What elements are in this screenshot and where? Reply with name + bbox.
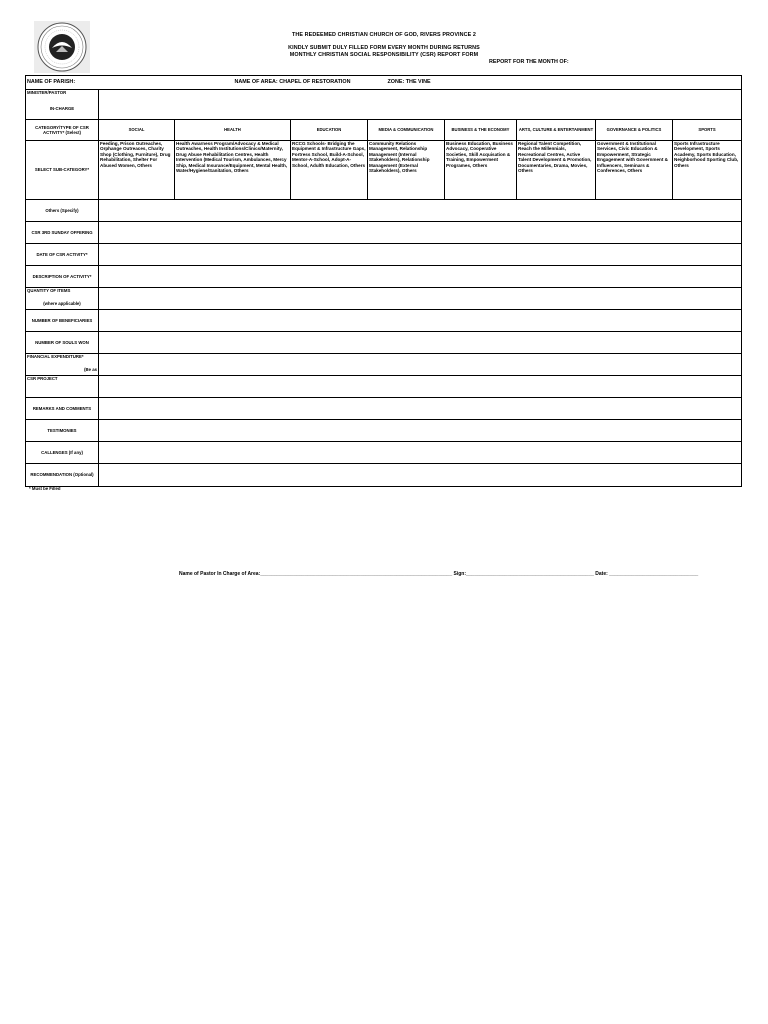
minister-row	[26, 90, 742, 120]
date-input[interactable]	[99, 244, 742, 266]
quantity-label: QUANTITY OF ITEMS (where applicable)	[26, 288, 99, 310]
subcategory-row	[26, 141, 742, 200]
required-footnote: * Must be Filled	[29, 486, 61, 491]
subcategory-social[interactable]: Feeding, Prison Outreaches, Orphange Outreaces, Charity Shop (Clothing, Furniture), Drug Rehabilitation, Shelter For Abused Women, Others	[99, 141, 175, 200]
top-info-row	[26, 76, 742, 90]
project-input[interactable]	[99, 376, 742, 398]
quantity-row	[26, 288, 742, 310]
beneficiaries-input[interactable]	[99, 310, 742, 332]
category-governance[interactable]: GOVERNANCE & POLITICS	[596, 120, 673, 141]
report-month-label: REPORT FOR THE MONTH OF:	[489, 59, 569, 65]
recommendation-input[interactable]	[99, 464, 742, 487]
date-row	[26, 244, 742, 266]
signature-line: Name of Pastor In Charge of Area:_____________________________________________________________________ Sign:______________________________________________ Date: ________________________________	[179, 571, 699, 577]
subcategory-education[interactable]: RCCG Schools- Bridging the Equipment & Infrastructure Gaps, Fortress School, Build-A-School, Mentor-A-School, Adopt-A-School, Adulth Education, Others	[291, 141, 368, 200]
others-input[interactable]	[99, 200, 742, 222]
offering-input[interactable]	[99, 222, 742, 244]
category-education[interactable]: EDUCATION	[291, 120, 368, 141]
offering-row	[26, 222, 742, 244]
subcategory-arts[interactable]: Regional Talent Competition, Reach the Millennials, Recreational Centres, Active Talent Development & Promotion, Documentaries, Drama, Movies, Others	[517, 141, 596, 200]
subcategory-health[interactable]: Health Awarness Program/Advocacy & Medical Outreaches, Health Institutions/Clinics/Maternity, Drug Abuse Rehabilitation Centres, Health Intervention (Medical Tourism, Ambulances, Mercy Ship, Medical Insurance/Equipment, Mental Health, Water/Hygiene/Sanitation, Others	[175, 141, 291, 200]
parish-label: NAME OF PARISH:	[27, 78, 76, 85]
subcategory-sports[interactable]: Sports Infrastructure Development, Sports Academy, Sports Education, Neighborhood Sporting Club, Others	[673, 141, 742, 200]
project-label: CSR PROJECT	[26, 376, 99, 398]
category-row	[26, 120, 742, 141]
subcategory-business[interactable]: Business Education, Business Advocacy, Cooperative Societies, Skill Acquisation & Training, Empowerment Programes, Others	[445, 141, 517, 200]
recommendation-row	[26, 464, 742, 487]
minister-label: MINISTER/PASTOR IN-CHARGE	[26, 90, 99, 120]
category-arts[interactable]: ARTS, CULTURE & ENTERTAINMENT	[517, 120, 596, 141]
form-title: MONTHLY CHRISTIAN SOCIAL RESPONSIBILITY (CSR) REPORT FORM	[289, 52, 479, 58]
description-input[interactable]	[99, 266, 742, 288]
subcategory-media[interactable]: Community Relations Management, Relationship Management (Internal Stakeholders), Relationship Management (External Stakeholders), Others	[368, 141, 445, 200]
remarks-label: REMARKS AND COMMENTS	[26, 398, 99, 420]
category-label: CATEGORY/TYPE OF CSR ACTIVITY* (Select)	[26, 120, 99, 141]
instruction-text: KINDLY SUBMIT DULY FILLED FORM EVERY MONTH DURING RETURNS	[288, 45, 480, 51]
testimonies-row	[26, 420, 742, 442]
description-row	[26, 266, 742, 288]
offering-label: CSR 3RD SUNDAY OFFERING	[26, 222, 99, 244]
souls-row	[26, 332, 742, 354]
testimonies-input[interactable]	[99, 420, 742, 442]
remarks-input[interactable]	[99, 398, 742, 420]
subcategory-label: SELECT SUB-CATEGORY*	[26, 141, 99, 200]
expenditure-label: FINANCIAL EXPENDITURE* (Be as	[26, 354, 99, 376]
souls-input[interactable]	[99, 332, 742, 354]
expenditure-row	[26, 354, 742, 376]
expenditure-input[interactable]	[99, 354, 742, 376]
zone-label: ZONE: THE VINE	[387, 78, 431, 85]
souls-label: NUMBER OF SOULS WON	[26, 332, 99, 354]
beneficiaries-row	[26, 310, 742, 332]
testimonies-label: TESTIMONIES	[26, 420, 99, 442]
category-sports[interactable]: SPORTS	[673, 120, 742, 141]
challenges-input[interactable]	[99, 442, 742, 464]
category-business[interactable]: BUSINESS & THE ECONOMY	[445, 120, 517, 141]
minister-input[interactable]	[99, 90, 742, 120]
recommendation-label: RECOMMENDATION (Optional)	[26, 464, 99, 487]
category-health[interactable]: HEALTH	[175, 120, 291, 141]
csr-report-table	[25, 75, 742, 487]
subcategory-governance[interactable]: Government & Institutional Services, Civic Education & Empowerment, Strategic Engagement with Government & Influencers, Seminars & Conferences, Others	[596, 141, 673, 200]
category-social[interactable]: SOCIAL	[99, 120, 175, 141]
remarks-row	[26, 398, 742, 420]
date-label: DATE OF CSR ACTIVITY*	[26, 244, 99, 266]
beneficiaries-label: NUMBER OF BENEFICIARIES	[26, 310, 99, 332]
others-row	[26, 200, 742, 222]
others-label: Others (Specify)	[26, 200, 99, 222]
challenges-row	[26, 442, 742, 464]
church-name: THE REDEEMED CHRISTIAN CHURCH OF GOD, RIVERS PROVINCE 2	[291, 32, 476, 38]
category-media[interactable]: MEDIA & COMMUNICATION	[368, 120, 445, 141]
zone-cell	[387, 76, 742, 90]
project-row	[26, 376, 742, 398]
description-label: DESCRIPTION OF ACTIVITY*	[26, 266, 99, 288]
challenges-label: CALLENGES (If any)	[26, 442, 99, 464]
quantity-input[interactable]	[99, 288, 742, 310]
area-label: NAME OF AREA: CHAPEL OF RESTORATION	[234, 78, 351, 85]
